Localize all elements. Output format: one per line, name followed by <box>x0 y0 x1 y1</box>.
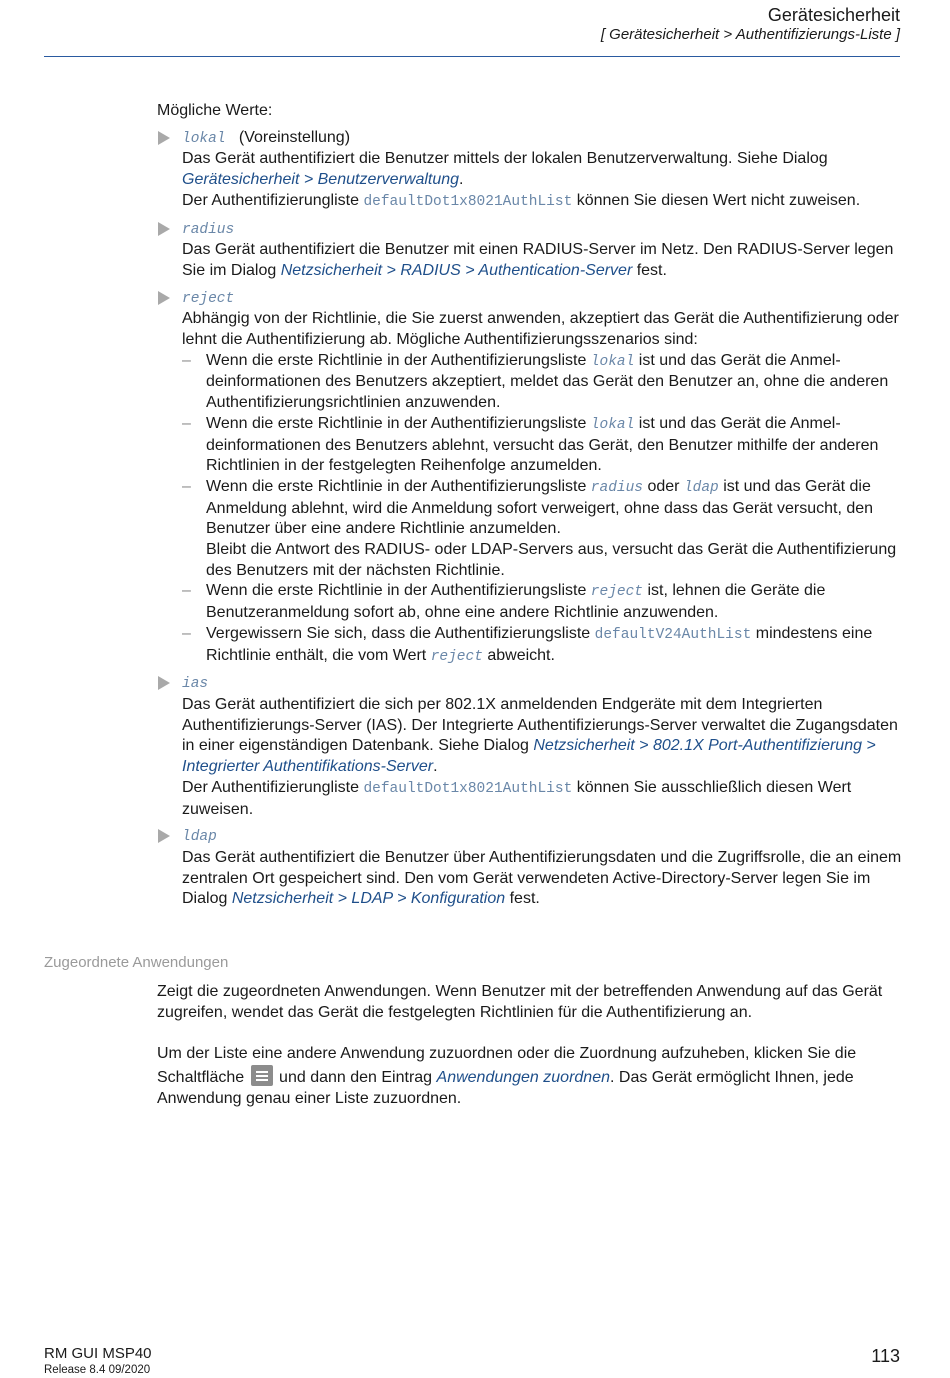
values-list <box>157 101 902 910</box>
scenario-text: ist und das Gerät die Anmeldeinformationen des Benutzers ablehnt, versucht das Gerät, den Benutzer mithilfe der anderen Richtlinien in der festgelegten Reihenfolge anzumelden. <box>206 414 879 475</box>
header-title: Gerätesicherheit <box>767 5 900 25</box>
menu-icon[interactable] <box>251 1065 273 1086</box>
section-text: . Das Gerät ermöglicht Ihnen, jede Anwendung genau einer Liste zuzuordnen. <box>157 1068 854 1107</box>
section-body <box>157 982 902 1109</box>
scenario-text: Wenn die erste Richtlinie in der Authentifizierungsliste <box>206 414 591 432</box>
dialog-link[interactable]: Netzsicherheit > 802.1X Port-Authentifizierung > Integrierter Authentifikations-Server <box>182 737 876 776</box>
option-text: können Sie diesen Wert nicht zuweisen. <box>572 191 861 209</box>
option-text-end: . <box>433 758 438 776</box>
scenario-item <box>182 414 902 477</box>
scenario-text: Wenn die erste Richtlinie in der Authentifizierungsliste <box>206 351 591 369</box>
scenario-text: ist und das Gerät die Anmeldung ablehnt, wird die Anmeldung sofort verweigert, ohne dass das Gerät versucht, den Benutzer über eine andere Richtlinie anzumelden. <box>206 477 874 538</box>
option-reject <box>157 288 902 668</box>
option-text: können Sie ausschließlich diesen Wert zuweisen. <box>182 778 852 818</box>
scenario-code: ldap <box>683 479 719 496</box>
scenario-code: lokal <box>590 416 635 433</box>
dash-bullet: – <box>182 414 191 432</box>
scenario-code: reject <box>590 584 644 601</box>
menu-entry-link[interactable]: Anwendungen zuordnen <box>436 1068 610 1086</box>
dialog-link[interactable]: Gerätesicherheit > Benutzerverwaltung <box>182 171 460 189</box>
list-code: defaultDot1x8021AuthList <box>363 193 573 210</box>
option-text-end: . <box>459 171 464 189</box>
footer-release: Release 8.4 09/2020 <box>44 1364 151 1376</box>
section-para: Zeigt die zugeordneten Anwendungen. Wenn Benutzer mit der betreffenden Anwendung auf das Gerät zugreifen, wendet das Gerät die festgelegten Richtlinien für die Authentifizierung an. <box>157 983 883 1021</box>
scenario-code: reject <box>430 648 483 665</box>
list-code: defaultDot1x8021AuthList <box>363 780 573 797</box>
scenario-text: Wenn die erste Richtlinie in der Authentifizierungsliste <box>206 582 591 600</box>
dash-bullet: – <box>182 351 191 369</box>
dash-bullet: – <box>182 624 191 642</box>
scenario-item <box>182 351 902 414</box>
option-text-end: fest. <box>505 890 540 908</box>
option-ias <box>157 673 902 820</box>
dash-bullet: – <box>182 582 191 600</box>
scenario-extra: Bleibt die Antwort des RADIUS- oder LDAP-Servers aus, versucht das Gerät die Authentifizierung des Benutzers mit der nächsten Richtlinie. <box>206 541 897 579</box>
option-ldap <box>157 826 902 910</box>
page-number: 113 <box>871 1346 900 1366</box>
section-para <box>157 1044 902 1109</box>
section-text: Um der Liste eine andere Anwendung zuzuordnen oder die Zuordnung aufzuheben, klicken Sie die Schaltfläche <box>157 1045 857 1086</box>
triangle-bullet-icon <box>158 829 170 843</box>
dash-bullet: – <box>182 477 191 495</box>
scenario-text: oder <box>643 477 684 495</box>
scenario-item <box>182 581 902 623</box>
dialog-link[interactable]: Netzsicherheit > RADIUS > Authentication-Server <box>280 261 633 279</box>
scenario-text: ist, lehnen die Geräte die Benutzeranmeldung sofort ab, ohne eine andere Richtlinie anzuwenden. <box>206 582 826 622</box>
option-text: Das Gerät authentifiziert die Benutzer über Authentifizierungsdaten und die Zugriffsrolle, die an einem zentralen Ort gespeichert sind. Den vom Gerät verwendeten Active-Directory-Server legen Sie im Dialog <box>182 848 902 908</box>
triangle-bullet-icon <box>158 291 170 305</box>
scenario-item <box>182 624 902 667</box>
option-text-end: fest. <box>632 261 667 279</box>
option-text: Der Authentifizierungliste <box>182 778 364 796</box>
option-text: Das Gerät authentifiziert die Benutzer mittels der lokalen Benutzerverwaltung. Siehe Dialog <box>182 150 828 168</box>
scenario-text: abweicht. <box>482 646 555 664</box>
scenario-code: radius <box>590 479 644 496</box>
option-code: reject <box>182 290 235 307</box>
scenario-code: lokal <box>590 353 635 370</box>
scenario-text: ist und das Gerät die Anmeldeinformationen des Benutzers akzeptiert, meldet das Gerät den Benutzer an, ohne die anderen Authentifizierungsrichtlinien anzuwenden. <box>206 351 889 412</box>
option-radius <box>157 219 902 282</box>
option-suffix: (Voreinstellung) <box>238 128 351 146</box>
header-divider <box>44 56 900 57</box>
scenario-text: Wenn die erste Richtlinie in der Authentifizierungsliste <box>206 477 591 495</box>
triangle-bullet-icon <box>158 676 170 690</box>
option-code: ias <box>182 676 209 693</box>
triangle-bullet-icon <box>158 222 170 236</box>
option-code: radius <box>182 221 235 238</box>
option-lokal <box>157 128 902 213</box>
option-text: Abhängig von der Richtlinie, die Sie zuerst anwenden, akzeptiert das Gerät die Authentifizierung oder lehnt die Authentifizierung ab. Mögliche Authentifizierungsszenarios sind: <box>182 310 899 349</box>
scenario-item <box>182 477 902 582</box>
option-text: Das Gerät authentifiziert die Benutzer mit einen RADIUS-Server im Netz. Den RADIUS-Server legen Sie im Dialog <box>182 241 894 279</box>
scenario-text: mindestens eine Richtlinie enthält, die vom Wert <box>206 624 873 664</box>
triangle-bullet-icon <box>158 131 170 145</box>
section-text: und dann den Eintrag <box>274 1068 437 1086</box>
option-code: ldap <box>182 829 217 846</box>
intro-text: Mögliche Werte: <box>157 102 273 119</box>
scenario-text: Vergewissern Sie sich, dass die Authentifizierungsliste <box>206 624 595 642</box>
option-code: lokal <box>182 130 226 147</box>
footer-product: RM GUI MSP40 <box>44 1345 152 1362</box>
section-label: Zugeordnete Anwendungen <box>44 954 229 971</box>
header-breadcrumb: [ Gerätesicherheit > Authentifizierungs-Liste ] <box>600 26 900 43</box>
option-text: Der Authentifizierungliste <box>182 191 364 209</box>
option-text: Das Gerät authentifiziert die sich per 802.1X anmeldenden Endgeräte mit dem Integrierten Authentifizierungs-Server (IAS). Der Integrierte Authentifizierungs-Server verwaltet die Zugangsdaten in einer eigenständigen Datenbank. Siehe Dialog <box>182 695 898 755</box>
scenario-code: defaultV24AuthList <box>594 626 752 643</box>
dialog-link[interactable]: Netzsicherheit > LDAP > Konfiguration <box>231 890 506 908</box>
